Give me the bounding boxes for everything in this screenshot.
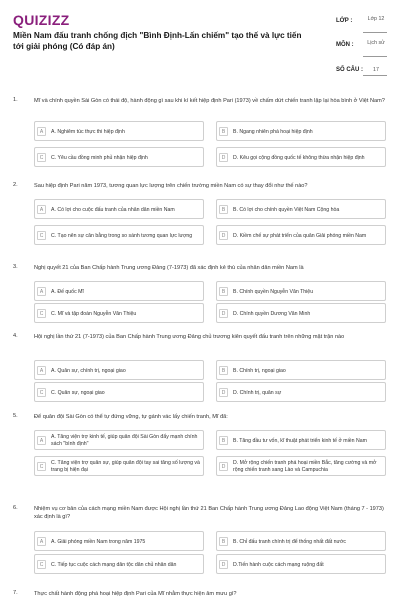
option-letter-badge: D bbox=[219, 153, 228, 162]
option-b[interactable] bbox=[216, 121, 386, 141]
subject-value: Lịch sử bbox=[367, 40, 385, 46]
option-letter-badge: C bbox=[37, 309, 46, 318]
option-letter-badge: A bbox=[37, 366, 46, 375]
option-b[interactable] bbox=[216, 531, 386, 551]
option-c[interactable] bbox=[34, 303, 204, 323]
option-d[interactable] bbox=[216, 554, 386, 574]
option-text: C. Quân sự, ngoại giao bbox=[51, 389, 105, 396]
question-count-underline bbox=[363, 75, 387, 76]
option-b[interactable] bbox=[216, 430, 386, 450]
option-d[interactable] bbox=[216, 456, 386, 476]
class-label: LỚP : bbox=[336, 18, 353, 24]
option-a[interactable] bbox=[34, 199, 204, 219]
subject-field bbox=[336, 40, 390, 60]
option-text: B. Có lợi cho chính quyền Việt Nam Cộng hòa bbox=[233, 206, 340, 213]
option-text: C. Tạo nên sự cân bằng trong so sánh tương quan lực lượng bbox=[51, 232, 193, 239]
question-text: Sau hiệp định Pari năm 1973, tương quan lực lượng trên chiến trường miền Nam có sự thay đổi như thế nào? bbox=[34, 183, 308, 189]
question-count-value: 17 bbox=[373, 67, 379, 73]
worksheet-title: Miền Nam đấu tranh chống địch "Bình Định-Lấn chiếm" tạo thế và lực tiến tới giải phóng (Có đáp án) bbox=[13, 31, 302, 51]
option-c[interactable] bbox=[34, 554, 204, 574]
option-letter-badge: B bbox=[219, 537, 228, 546]
subject-underline bbox=[363, 56, 387, 57]
question-number: 4. bbox=[13, 333, 18, 339]
class-value: Lớp 12 bbox=[367, 16, 385, 22]
option-text: D.Tiến hành cuộc cách mạng ruộng đất bbox=[233, 561, 324, 568]
option-text: B. Chỉ đấu tranh chính trị để thống nhất đất nước bbox=[233, 538, 347, 545]
option-text: D. Kiềm chế sự phát triển của quân Giải phóng miền Nam bbox=[233, 232, 367, 239]
question-text: Hội nghị lần thứ 21 (7-1973) của Ban Chấp hành Trung ương Đảng chủ trương kiên quyết đấu tranh trên những mặt trận nào bbox=[34, 334, 345, 340]
option-a[interactable] bbox=[34, 360, 204, 380]
option-c[interactable] bbox=[34, 225, 204, 245]
option-letter-badge: D bbox=[219, 560, 228, 569]
worksheet-header bbox=[0, 0, 400, 86]
option-a[interactable] bbox=[34, 430, 204, 450]
option-letter-badge: C bbox=[37, 560, 46, 569]
option-text: D. Mở rộng chiến tranh phá hoại miền Bắc, tăng cường và mở rộng chiến tranh sang Lào và Campuchia bbox=[233, 460, 377, 473]
option-letter-badge: A bbox=[37, 537, 46, 546]
option-text: A. Nghiêm túc thực thi hiệp định bbox=[51, 128, 125, 135]
option-text: A. Giải phóng miền Nam trong năm 1975 bbox=[51, 538, 146, 545]
option-letter-badge: A bbox=[37, 436, 46, 445]
option-text: B. Chính quyền Nguyễn Văn Thiệu bbox=[233, 288, 314, 295]
option-b[interactable] bbox=[216, 281, 386, 301]
option-letter-badge: B bbox=[219, 205, 228, 214]
option-letter-badge: B bbox=[219, 127, 228, 136]
option-c[interactable] bbox=[34, 382, 204, 402]
option-text: A. Có lợi cho cuộc đấu tranh của nhân dân miền Nam bbox=[51, 206, 175, 213]
question-number: 2. bbox=[13, 182, 18, 188]
option-text: A. Quân sự, chính trị, ngoại giao bbox=[51, 367, 126, 374]
option-letter-badge: C bbox=[37, 388, 46, 397]
option-d[interactable] bbox=[216, 382, 386, 402]
option-text: C. Tiếp tục cuộc cách mạng dân tộc dân chủ nhân dân bbox=[51, 561, 177, 568]
option-text: A. Tăng viện trợ kinh tế, giúp quân đội Sài Gòn đẩy mạnh chính sách "bình định" bbox=[51, 434, 198, 447]
question-count-field bbox=[336, 66, 390, 76]
option-letter-badge: C bbox=[37, 153, 46, 162]
question-number: 6. bbox=[13, 505, 18, 511]
option-text: D. Chính quyền Dương Văn Minh bbox=[233, 310, 311, 317]
class-field bbox=[336, 16, 390, 36]
option-text: A. Đế quốc Mĩ bbox=[51, 288, 84, 295]
option-c[interactable] bbox=[34, 147, 204, 167]
question-number: 7. bbox=[13, 590, 18, 596]
option-letter-badge: C bbox=[37, 231, 46, 240]
option-letter-badge: B bbox=[219, 287, 228, 296]
option-letter-badge: B bbox=[219, 436, 228, 445]
option-a[interactable] bbox=[34, 281, 204, 301]
question-number: 1. bbox=[13, 97, 18, 103]
question-text: Mĩ và chính quyền Sài Gòn có thái độ, hành động gì sau khi kí kết hiệp định Pari (1973) về chấm dứt chiến tranh lập lại hòa bình ở Việt Nam? bbox=[34, 98, 385, 104]
option-a[interactable] bbox=[34, 121, 204, 141]
question-number: 5. bbox=[13, 413, 18, 419]
question-text: Thực chất hành động phá hoại hiệp định Pari của Mĩ nhằm thực hiện âm mưu gì? bbox=[34, 591, 237, 597]
option-text: B. Ngang nhiên phá hoại hiệp định bbox=[233, 128, 313, 135]
option-letter-badge: D bbox=[219, 231, 228, 240]
option-text: C. Yêu cầu đồng minh phủ nhận hiệp định bbox=[51, 154, 148, 161]
question-number: 3. bbox=[13, 264, 18, 270]
option-d[interactable] bbox=[216, 225, 386, 245]
question-text: Nhiệm vụ cơ bản của cách mạng miền Nam được Hội nghị lần thứ 21 Ban Chấp hành Trung ương Đảng Lao động Việt Nam (tháng 7 - 1973) xác định là gì? bbox=[34, 506, 384, 520]
option-letter-badge: A bbox=[37, 287, 46, 296]
option-letter-badge: D bbox=[219, 309, 228, 318]
quizizz-logo: QUIZIZZ bbox=[13, 12, 70, 28]
option-d[interactable] bbox=[216, 147, 386, 167]
subject-label: MÔN : bbox=[336, 42, 354, 48]
option-d[interactable] bbox=[216, 303, 386, 323]
class-underline bbox=[363, 32, 387, 33]
question-count-label: SỐ CÂU : bbox=[336, 67, 363, 73]
option-c[interactable] bbox=[34, 456, 204, 476]
option-letter-badge: D bbox=[219, 462, 228, 471]
question-text: Để quân đội Sài Gòn có thể tự đứng vững, tự gánh vác lấy chiến tranh, Mĩ đã: bbox=[34, 414, 228, 420]
option-text: D. Kêu gọi cộng đồng quốc tế không thừa nhận hiệp định bbox=[233, 154, 365, 161]
option-a[interactable] bbox=[34, 531, 204, 551]
option-text: B. Tăng đầu tư vốn, kĩ thuật phát triển kinh tế ở miền Nam bbox=[233, 437, 367, 444]
option-letter-badge: A bbox=[37, 205, 46, 214]
option-text: D. Chính trị, quân sự bbox=[233, 389, 282, 396]
option-b[interactable] bbox=[216, 199, 386, 219]
option-letter-badge: C bbox=[37, 462, 46, 471]
option-text: C. Mĩ và tập đoàn Nguyễn Văn Thiệu bbox=[51, 310, 137, 317]
option-letter-badge: B bbox=[219, 366, 228, 375]
option-letter-badge: D bbox=[219, 388, 228, 397]
question-text: Nghị quyết 21 của Ban Chấp hành Trung ương Đảng (7-1973) đã xác định kẻ thù của nhân dân miền Nam là bbox=[34, 265, 304, 271]
option-text: B. Chính trị, ngoại giao bbox=[233, 367, 286, 374]
option-text: C. Tăng viện trợ quân sự, giúp quân đội tay sai tăng số lượng và trang bị hiện đại bbox=[51, 460, 200, 473]
option-b[interactable] bbox=[216, 360, 386, 380]
option-letter-badge: A bbox=[37, 127, 46, 136]
